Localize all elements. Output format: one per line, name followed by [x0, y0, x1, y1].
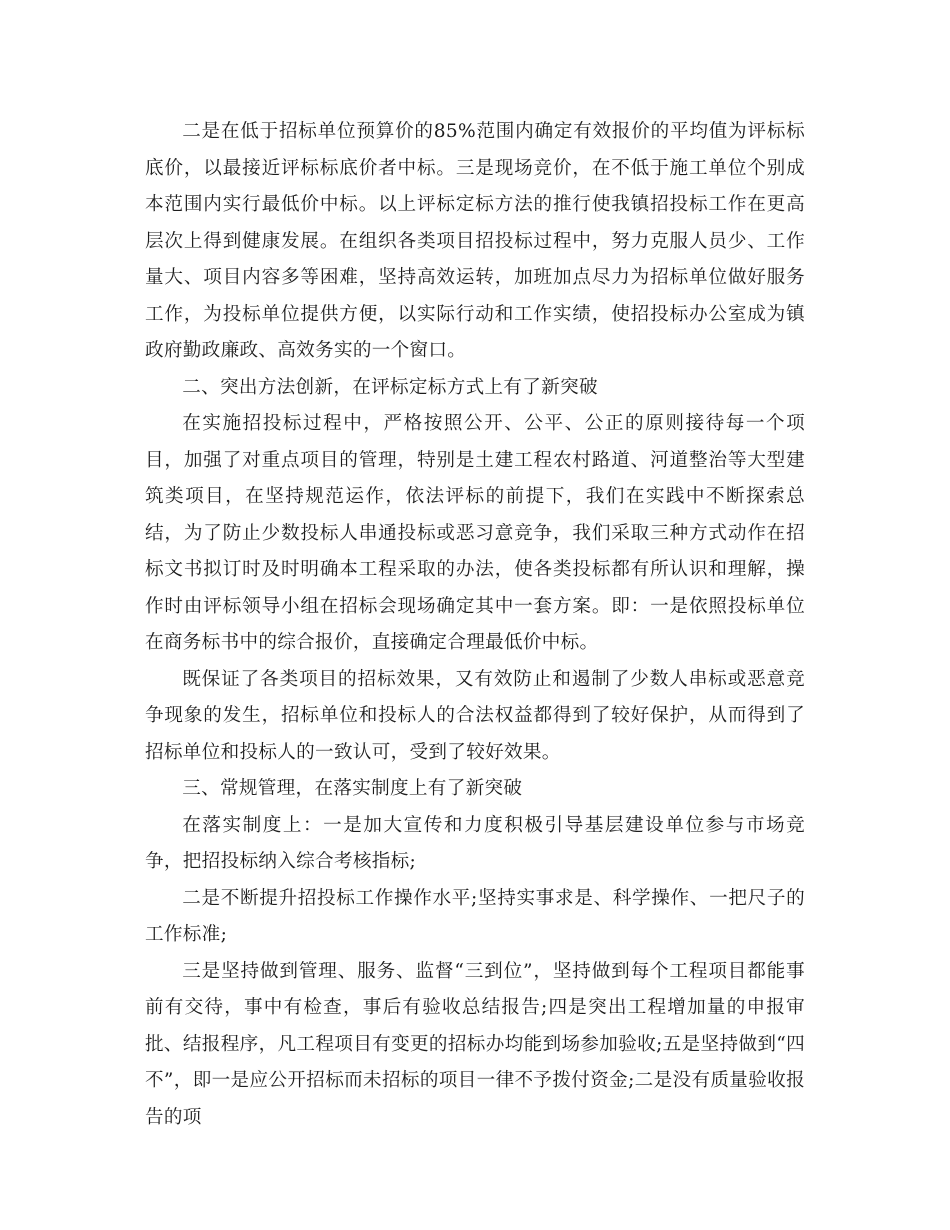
- document-body: [145, 114, 805, 1136]
- paragraph-system-point-one: 在落实制度上：一是加大宣传和力度积极引导基层建设单位参与市场竞争，把招投标纳入综合考核指标;: [145, 814, 805, 872]
- paragraph-bidding-process: 在实施招投标过程中，严格按照公开、公平、公正的原则接待每一个项目，加强了对重点项目的管理，特别是土建工程农村路道、河道整治等大型建筑类项目，在坚持规范运作，依法评标的前提下，我们在实践中不断探索总结，为了防止少数投标人串通投标或恶习意竞争，我们采取三种方式动作在招标文书拟订时及时明确本工程采取的办法，使各类投标都有所认识和理解，操作时由评标领导小组在招标会现场确定其中一套方案。即：一是依照投标单位在商务标书中的综合报价，直接确定合理最低价中标。: [145, 413, 805, 653]
- paragraph-system-point-three: 三是坚持做到管理、服务、监督“三到位”，坚持做到每个工程项目都能事前有交待，事中有检查，事后有验收总结报告;四是突出工程增加量的申报审批、结报程序，凡工程项目有变更的招标办均能到场参加验收;五是坚持做到“四不”，即一是应公开招标而未招标的项目一律不予拨付资金;二是没有质量验收报告的项: [145, 960, 805, 1128]
- paragraph-bid-methods: 二是在低于招标单位预算价的85%范围内确定有效报价的平均值为评标标底价，以最接近评标标底价者中标。三是现场竞价，在不低于施工单位个别成本范围内实行最低价中标。以上评标定标方法的推行使我镇招投标工作在更高层次上得到健康发展。在组织各类项目招投标过程中，努力克服人员少、工作量大、项目内容多等困难，坚持高效运转，加班加点尽力为招标单位做好服务工作，为投标单位提供方便，以实际行动和工作实绩，使招投标办公室成为镇政府勤政廉政、高效务实的一个窗口。: [145, 121, 805, 361]
- paragraph-bidding-effect: 既保证了各类项目的招标效果，又有效防止和遏制了少数人串标或恶意竞争现象的发生，招标单位和投标人的合法权益都得到了较好保护，从而得到了招标单位和投标人的一致认可，受到了较好效果。: [145, 668, 805, 763]
- section-heading-routine-management: 三、常规管理，在落实制度上有了新突破: [182, 778, 523, 799]
- paragraph-system-point-two: 二是不断提升招投标工作操作水平;坚持实事求是、科学操作、一把尺子的工作标准;: [145, 887, 805, 945]
- section-heading-method-innovation: 二、突出方法创新，在评标定标方式上有了新突破: [182, 376, 598, 398]
